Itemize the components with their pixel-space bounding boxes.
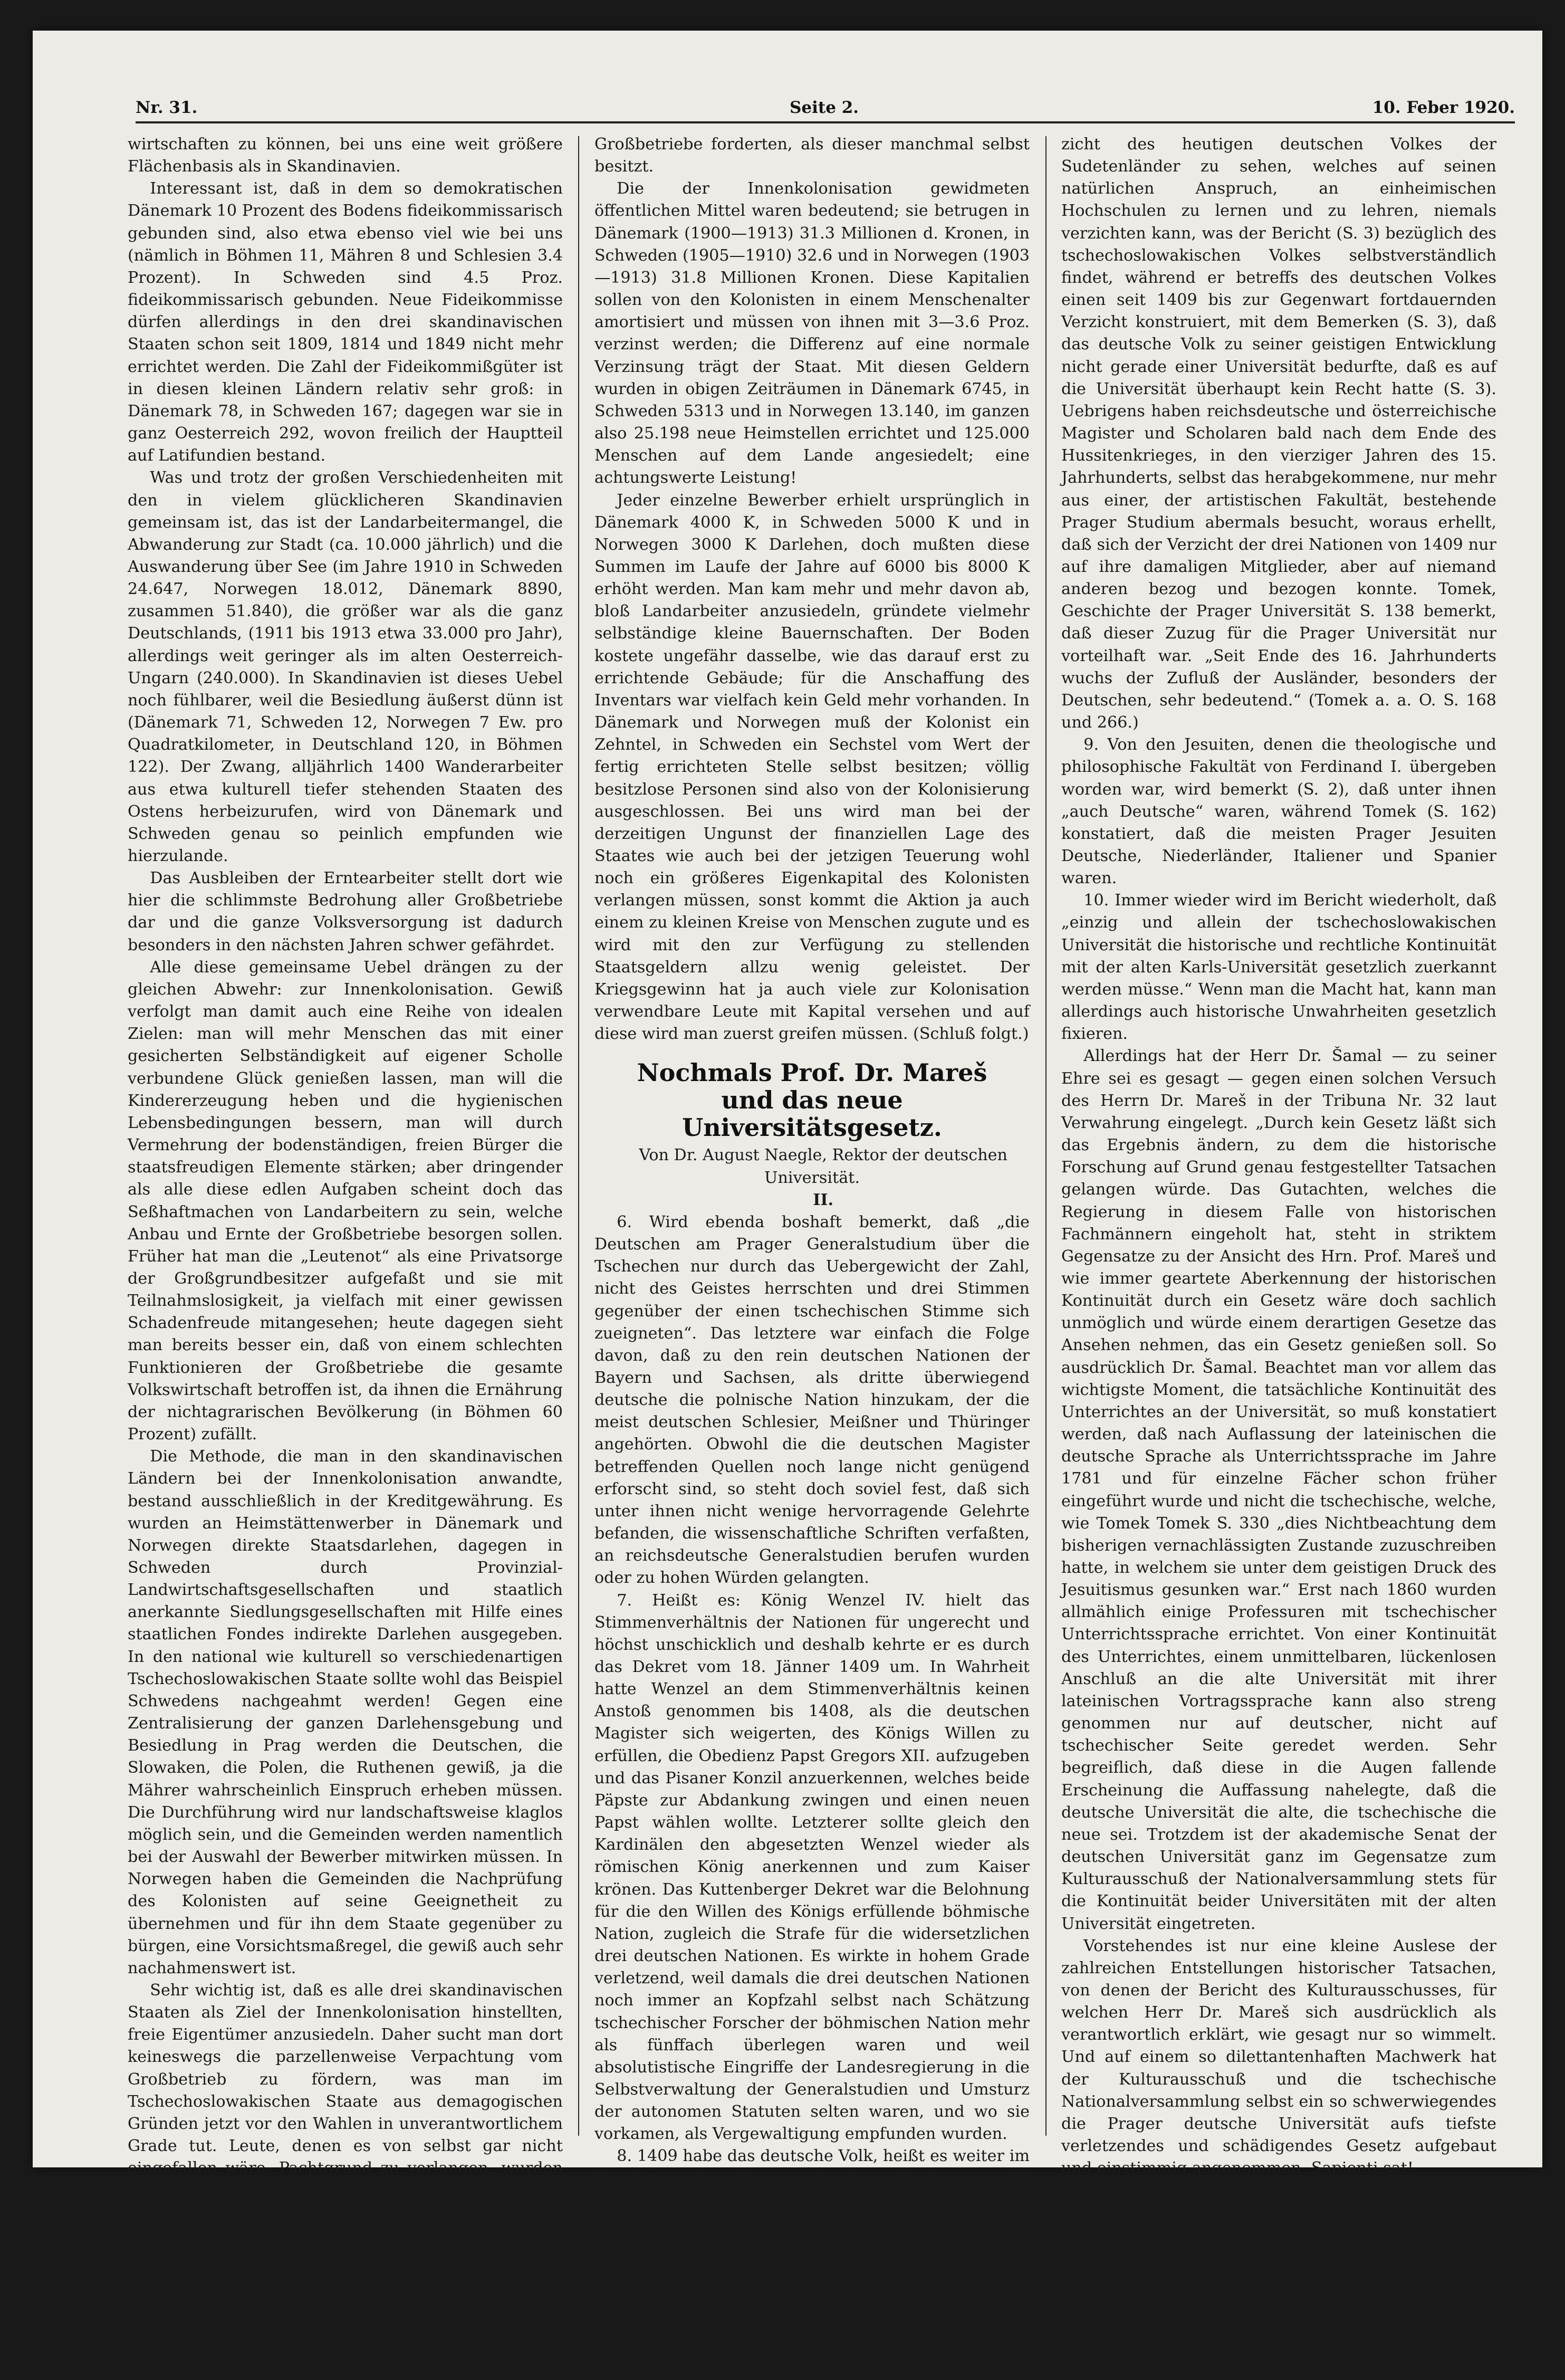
column-3 <box>1061 133 1496 2378</box>
paragraph: 6. Wird ebenda boshaft bemerkt, daß „die Deutschen am Prager Generalstudium über die Tschechen nur durch das Uebergewicht der Zahl, nicht des Geistes herrschten und drei Stimmen gegenüber der einen tschechischen Stimme sich zueigneten“. Das letztere war einfach die Folge davon, daß zu den rein deutschen Nationen der Bayern und Sachsen, als dritte überwiegend deutsche die polnische Nation hinzukam, der die meist deutschen Schlesier, Meißner und Thüringer angehörten. Obwohl die die deutschen Magister betreffenden Quellen noch lange nicht genügend erforscht sind, so steht doch soviel fest, daß sich unter ihnen nicht wenige hervorragende Gelehrte befanden, die wissenschaftliche Schriften verfaßten, an reichsdeutsche Generalstudien berufen wurden oder zu hohen Würden gelangten. <box>594 1212 1030 1588</box>
paragraph: 8. 1409 habe das deutsche Volk, heißt es weiter im Bericht, „freiwillig auf die Karlsuniversität verzichtet, auch später keinen Anspruch mehr auf sie gemacht, bis erst in unserer Zeit.“ Es ist ganz unstatthaft und unlogisch, in diesem Verzicht der drei auswandernden Universitätsnationen zugleich einen Ver- <box>594 2147 1030 2299</box>
paragraph: Das Ausbleiben der Erntearbeiter stellt dort wie hier die schlimmste Bedrohung aller Großbetriebe dar und die ganze Volksversorgung ist dadurch besonders in den nächsten Jahren schwer gefährdet. <box>128 869 563 954</box>
column-rule <box>1045 136 1046 2136</box>
page-header <box>136 90 1515 123</box>
newspaper-page <box>33 31 1542 2378</box>
paragraph: Alle diese gemeinsame Uebel drängen zu der gleichen Abwehr: zur Innenkolonisation. Gewiß verfolgt man damit auch eine Reihe von idealen Zielen: man will mehr Menschen das mit einer gesicherten Selbständigkeit auf eigener Scholle verbundene Glück genießen lassen, man will die Kindererzeugung heben und die hygienischen Lebensbedingungen bessern, man will durch Vermehrung der bodenständigen, freien Bürger die staatsfreudigen Elemente stärken; aber dringender als alle diese edlen Aufgaben scheint doch das Seßhaftmachen von Landarbeitern zu sein, welche Anbau und Ernte der Großbetriebe besorgen sollen. Früher hat man die „Leutenot“ als eine Privatsorge der Großgrundbesitzer aufgefaßt und sie mit Teilnahmslosigkeit, ja vielfach mit einer gewissen Schadenfreude mitangesehen; heute dagegen sieht man bereits besser ein, daß von einem schlechten Funktionieren der Großbetriebe die gesamte Volkswirtschaft betroffen ist, da ihnen die Ernährung der nichtagrarischen Bevölkerung (in Böhmen 60 Prozent) zufällt. <box>128 958 563 1444</box>
paragraph: 10. Immer wieder wird im Bericht wiederholt, daß „einzig und allein der tschechoslowakischen Universität die historische und rechtliche Kontinuität mit der alten Karls-Universität gesetzlich zuerkannt werden müsse.“ Wenn man die Macht hat, kann man allerdings auch historische Unwahrheiten gesetzlich fixieren. <box>1061 891 1496 1044</box>
paragraph: Was und trotz der großen Verschiedenheiten mit den in vielem glücklicheren Skandinavien gemeinsam ist, das ist der Landarbeitermangel, die Abwanderung zur Stadt (ca. 10.000 jährlich) und die Auswanderung über See (im Jahre 1910 in Schweden 24.647, Norwegen 18.012, Dänemark 8890, zusammen 51.840), die größer war als die ganz Deutschlands, (1911 bis 1913 etwa 33.000 pro Jahr), allerdings weit geringer als im alten Oesterreich-Ungarn (240.000). In Skandinavien ist dieses Uebel noch fühlbarer, weil die Besiedlung äußerst dünn ist (Dänemark 71, Schweden 12, Norwegen 7 Ew. pro Quadratkilometer, in Deutschland 120, in Böhmen 122). Der Zwang, alljährlich 1400 Wanderarbeiter aus etwa kulturell tiefer stehenden Staaten des Ostens herbeizurufen, wird von Dänemark und Schweden genau so peinlich empfunden wie hierzulande. <box>128 469 563 865</box>
byline: Von Dr. August Naegle, Rektor der deutschen Universität. <box>639 1146 1007 1187</box>
paragraph: Sehr wichtig ist, daß es alle drei skandinavischen Staaten als Ziel der Innenkolonisation hinstellten, freie Eigentümer anzusiedeln. Daher sucht man dort keineswegs die parzellenweise Verpachtung vom Großbetrieb zu fördern, was man im Tschechoslowakischen Staate aus demagogischen Gründen jetzt vor den Wahlen in unverantwortlichem Grade tut. Leute, denen es von selbst gar nicht eingefallen wäre, Pachtgrund zu verlangen, wurden von Agitatoren derart aufgehetzt, daß sie weit mehr Boden vom <box>128 1981 563 2222</box>
news-item: Basel, 9. Feber. Die vom Großen Rate angenommene Vorlage auf Einführung des Frauenstimmrechtes, die von den sozialdemokratischen Parteien befürwortet, von den rechtsstehenden Parteien jedoch mehr oder weniger bekämpft wurde, ist bei der Volksabstimmung im Kanton Basel mit 12.455 gegen 6711 Stimmen im Kanton Zürich mit 88.249 gegen 24.608 Stimmen verworfen. <box>1061 2181 1496 2378</box>
headline-line-2: und das neue Universitätsgesetz. <box>682 1086 942 1142</box>
page-number: Seite 2. <box>790 98 859 117</box>
headline-line-1: Nochmals Prof. Dr. Mareš <box>637 1058 987 1087</box>
part-number: II. <box>813 1190 834 1209</box>
issue-number: Nr. 31. <box>136 98 198 117</box>
article-headline <box>594 1059 1030 1141</box>
paragraph: Interessant ist, daß in dem so demokratischen Dänemark 10 Prozent des Bodens fideikommissarisch gebunden sind, also etwa ebenso viel wie bei uns (nämlich in Böhmen 11, Mähren 8 und Schlesien 3.4 Prozent). In Schweden sind 4.5 Proz. fideikommissarisch gebunden. Neue Fideikommisse dürfen allerdings in den drei skandinavischen Staaten schon seit 1809, 1814 und 1849 nicht mehr errichtet werden. Die Zahl der Fideikommißgüter ist in diesen kleinen Ländern relativ sehr groß: in Dänemark 78, in Schweden 167; dagegen war sie in ganz Oesterreich 292, wovon freilich der Hauptteil auf Latifundien bestand. <box>128 179 563 465</box>
paragraph: Jeder einzelne Bewerber erhielt ursprünglich in Dänemark 4000 K, in Schweden 5000 K und in Norwegen 3000 K Darlehen, doch mußten diese Summen im Laufe der Jahre auf 6000 bis 8000 K erhöht werden. Man kam mehr und mehr davon ab, bloß Landarbeiter anzusiedeln, gründete vielmehr selbständige kleine Bauernschaften. Der Boden kostete ungefähr dasselbe, wie das darauf erst zu errichtende Gebäude; für die Anschaffung des Inventars war vielfach kein Geld mehr vorhanden. In Dänemark und Norwegen muß der Kolonist ein Zehntel, in Schweden ein Sechstel vom Wert der fertig errichteten Stelle selbst besitzen; völlig besitzlose Personen sind also von der Kolonisierung ausgeschlossen. Bei uns wird man bei der derzeitigen Ungunst der finanziellen Lage des Staates wie auch bei der jetzigen Teuerung wohl noch ein größeres Eigenkapital des Kolonisten verlangen müssen, sonst kommt die Aktion ja auch einem zu kleinen Kreise von Menschen zugute und es wird mit den zur Verfügung zu stellenden Staatsgeldern allzu wenig geleistet. Der Kriegsgewinn hat ja auch viele zur Kolonisation verwendbare Leute mit Kapital versehen und auf diese wird man zuerst greifen müssen. (Schluß folgt.) <box>594 491 1030 1044</box>
paragraph: zicht des heutigen deutschen Volkes der Sudetenländer zu sehen, welches auf seinen natürlichen Anspruch, an einheimischen Hochschulen zu lernen und zu lehren, niemals verzichten kann, was der Bericht (S. 3) bezüglich des tschechoslowakischen Volkes selbstverständlich findet, während er betreffs des deutschen Volkes einen seit 1409 bis zur Gegenwart fortdauernden Verzicht konstruiert, mit dem Bemerken (S. 3), daß das deutsche Volk zu seiner geistigen Entwicklung nicht gerade einer Universität bedurfte, daß es auf die Universität überhaupt kein Recht hatte (S. 3). Uebrigens haben reichsdeutsche und österreichische Magister und Scholaren bald nach dem Ende des Hussitenkrieges, in den vierziger Jahren des 15. Jahrhunderts, selbst das herabgekommene, nur mehr aus einer, der artistischen Fakultät, bestehende Prager Studium abermals besucht, woraus erhellt, daß sich der Verzicht der drei Nationen von 1409 nur auf ihre damaligen Mitglieder, aber auf niemand anderen bezog und bezogen konnte. Tomek, Geschichte der Prager Universität S. 138 bemerkt, daß dieser Zuzug für die Prager Universität nur vorteilhaft war. „Seit Ende des 16. Jahrhunderts wuchs der Zufluß der Ausländer, besonders der Deutschen, sehr bedeutend.“ (Tomek a. a. O. S. 168 und 266.) <box>1061 135 1496 732</box>
column-rule <box>578 136 579 2136</box>
issue-date: 10. Feber 1920. <box>1372 98 1515 117</box>
paragraph: Die der Innenkolonisation gewidmeten öffentlichen Mittel waren bedeutend; sie betrugen in Dänemark (1900—1913) 31.3 Millionen d. Kronen, in Schweden (1905—1910) 32.6 und in Norwegen (1903—1913) 31.8 Millionen Kronen. Diese Kapitalien sollen von den Kolonisten in einem Menschenalter amortisiert und müssen von ihnen mit 3—3.6 Proz. verzinst werden; die Differenz auf eine normale Verzinsung trägt der Staat. Mit diesen Geldern wurden in obigen Zeiträumen in Dänemark 6745, in Schweden 5313 und in Norwegen 13.140, im ganzen also 25.198 neue Heimstellen errichtet und 125.000 Menschen auf dem Lande angesiedelt; eine achtungswerte Leistung! <box>594 179 1030 488</box>
paragraph: Allerdings hat der Herr Dr. Šamal — zu seiner Ehre sei es gesagt — gegen einen solchen Versuch des Herrn Dr. Mareš in der Tribuna Nr. 32 laut Verwahrung eingelegt. „Durch kein Gesetz läßt sich das Ergebnis ändern, zu dem die historische Forschung auf Grund genau festgestellter Tatsachen gelangen würde. Das Gutachten, welches die Regierung in diesem Falle von historischen Fachmännern eingeholt hat, steht in striktem Gegensatze zu der Ansicht des Hrn. Prof. Mareš und wie immer geartete Aberkennung der historischen Kontinuität durch ein Gesetz wäre doch sachlich unmöglich und würde einem derartigen Gesetze das Ansehen nehmen, das ein Gesetz genießen soll. So ausdrücklich Dr. Šamal. Beachtet man vor allem das wichtigste Moment, die tatsächliche Kontinuität des Unterrichtes an der Universität, so muß konstatiert werden, daß nach Auflassung der lateinischen die deutsche Sprache als Unterrichtssprache im Jahre 1781 und für einzelne Fächer schon früher eingeführt wurde und nicht die tschechische, welche, wie Tomek Tomek S. 330 „dies Nichtbeachtung dem bisherigen vernachlässigten Zustande zuzuschreiben hatte, in welchem sie unter dem geistigen Druck des Jesuitismus gesunken war.“ Erst nach 1860 wurden allmählich einige Professuren mit tschechischer Unterrichtssprache errichtet. Von einer Kontinuität des Unterrichtes, einem unmittelbaren, lückenlosen Anschluß an die alte Universität mit ihrer lateinischen Vortragssprache kann also streng genommen nur auf deutscher, nicht auf tschechischer Seite geredet werden. Sehr begreiflich, daß diese in die Augen fallende Erscheinung die Auffassung nahelegte, daß die deutsche Universität die alte, die tschechische die neue sei. Trotzdem ist der akademische Senat der deutschen Universität ganz im Gegensatze zum Kulturausschuß der Nationalversammlung stets für die Kontinuität beider Universitäten mit der alten Universität eingetreten. <box>1061 1047 1496 1933</box>
paragraph: wirtschaften zu können, bei uns eine weit größere Flächenbasis als in Skandinavien. <box>128 135 563 176</box>
column-1 <box>128 133 563 2222</box>
paragraph: 7. Heißt es: König Wenzel IV. hielt das Stimmenverhältnis der Nationen für ungerecht und höchst unschicklich und deshalb kehrte er es durch das Dekret vom 18. Jänner 1409 um. In Wahrheit hatte Wenzel an dem Stimmenverhältnis keinen Anstoß genommen bis 1408, als die deutschen Magister sich weigerten, des Königs Willen zu erfüllen, die Obedienz Papst Gregors XII. aufzugeben und das Pisaner Konzil anzuerkennen, welches beide Päpste zur Abdankung zwingen und einen neuen Papst wählen wollte. Letzterer sollte gleich den Kardinälen den abgesetzten Wenzel wieder als römischen König anerkennen und zum Kaiser krönen. Das Kuttenberger Dekret war die Belohnung für die den Willen des Königs erfüllende böhmische Nation, zugleich die Strafe für die widersetzlichen drei deutschen Nationen. Es wirkte in hohem Grade verletzend, weil damals die drei deutschen Nationen noch immer an Kopfzahl selbst nach Schätzung tschechischer Forscher der böhmischen Nation mehr als fünffach überlegen waren und weil absolutistische Eingriffe der Landesregierung in die Selbstverwaltung der Generalstudien und Umsturz der autonomen Statuten selten waren, und wo sie vorkamen, als Vergewaltigung empfunden wurden. <box>594 1591 1030 2144</box>
column-2 <box>594 133 1030 2299</box>
paragraph: Die Methode, die man in den skandinavischen Ländern bei der Innenkolonisation anwandte, bestand ausschließlich in der Kreditgewährung. Es wurden an Heimstättenwerber in Dänemark und Norwegen direkte Staatsdarlehen, dagegen in Schweden durch Provinzial-Landwirtschaftsgesellschaften und staatlich anerkannte Siedlungsgesellschaften mit Hilfe eines staatlichen Fondes indirekte Darlehen ausgegeben. In den national wie kulturell so verschiedenartigen Tschechoslowakischen Staate sollte wohl das Beispiel Schwedens nachgeahmt werden! Gegen eine Zentralisierung der ganzen Darlehensgebung und Besiedlung in Prag werden die Deutschen, die Slowaken, die Polen, die Ruthenen gewiß, ja die Mährer wahrscheinlich Einspruch erheben müssen. Die Durchführung wird nur landschaftsweise klaglos möglich sein, und die Gemeinden werden namentlich bei der Auswahl der Bewerber mitwirken müssen. In Norwegen haben die Gemeinden die Nachprüfung des Kolonisten auf seine Geeignetheit zu übernehmen und für ihn dem Staate gegenüber zu bürgen, eine Vorsichtsmaßregel, die gewiß auch sehr nachahmenswert ist. <box>128 1447 563 1977</box>
paragraph: 9. Von den Jesuiten, denen die theologische und philosophische Fakultät von Ferdinand I. übergeben worden war, wird bemerkt (S. 2), daß unter ihnen „auch Deutsche“ waren, während Tomek (S. 162) konstatiert, daß die meisten Prager Jesuiten Deutsche, Niederländer, Italiener und Spanier waren. <box>1061 735 1496 888</box>
paragraph: Großbetriebe forderten, als dieser manchmal selbst besitzt. <box>594 135 1030 176</box>
paragraph: Vorstehendes ist nur eine kleine Auslese der zahlreichen Entstellungen historischer Tatsachen, von denen der Bericht des Kulturausschusses, für welchen Herr Dr. Mareš sich ausdrücklich als verantwortlich erklärt, wie gesagt nur so wimmelt. Und auf einem so dilettantenhaften Machwerk hat der Kulturausschuß und die tschechische Nationalversammlung selbst ein so schwerwiegendes die Prager deutsche Universität aufs tiefste verletzendes und schädigendes Gesetz aufgebaut und einstimmig angenommen. Sapienti sat! <box>1061 1936 1496 2178</box>
